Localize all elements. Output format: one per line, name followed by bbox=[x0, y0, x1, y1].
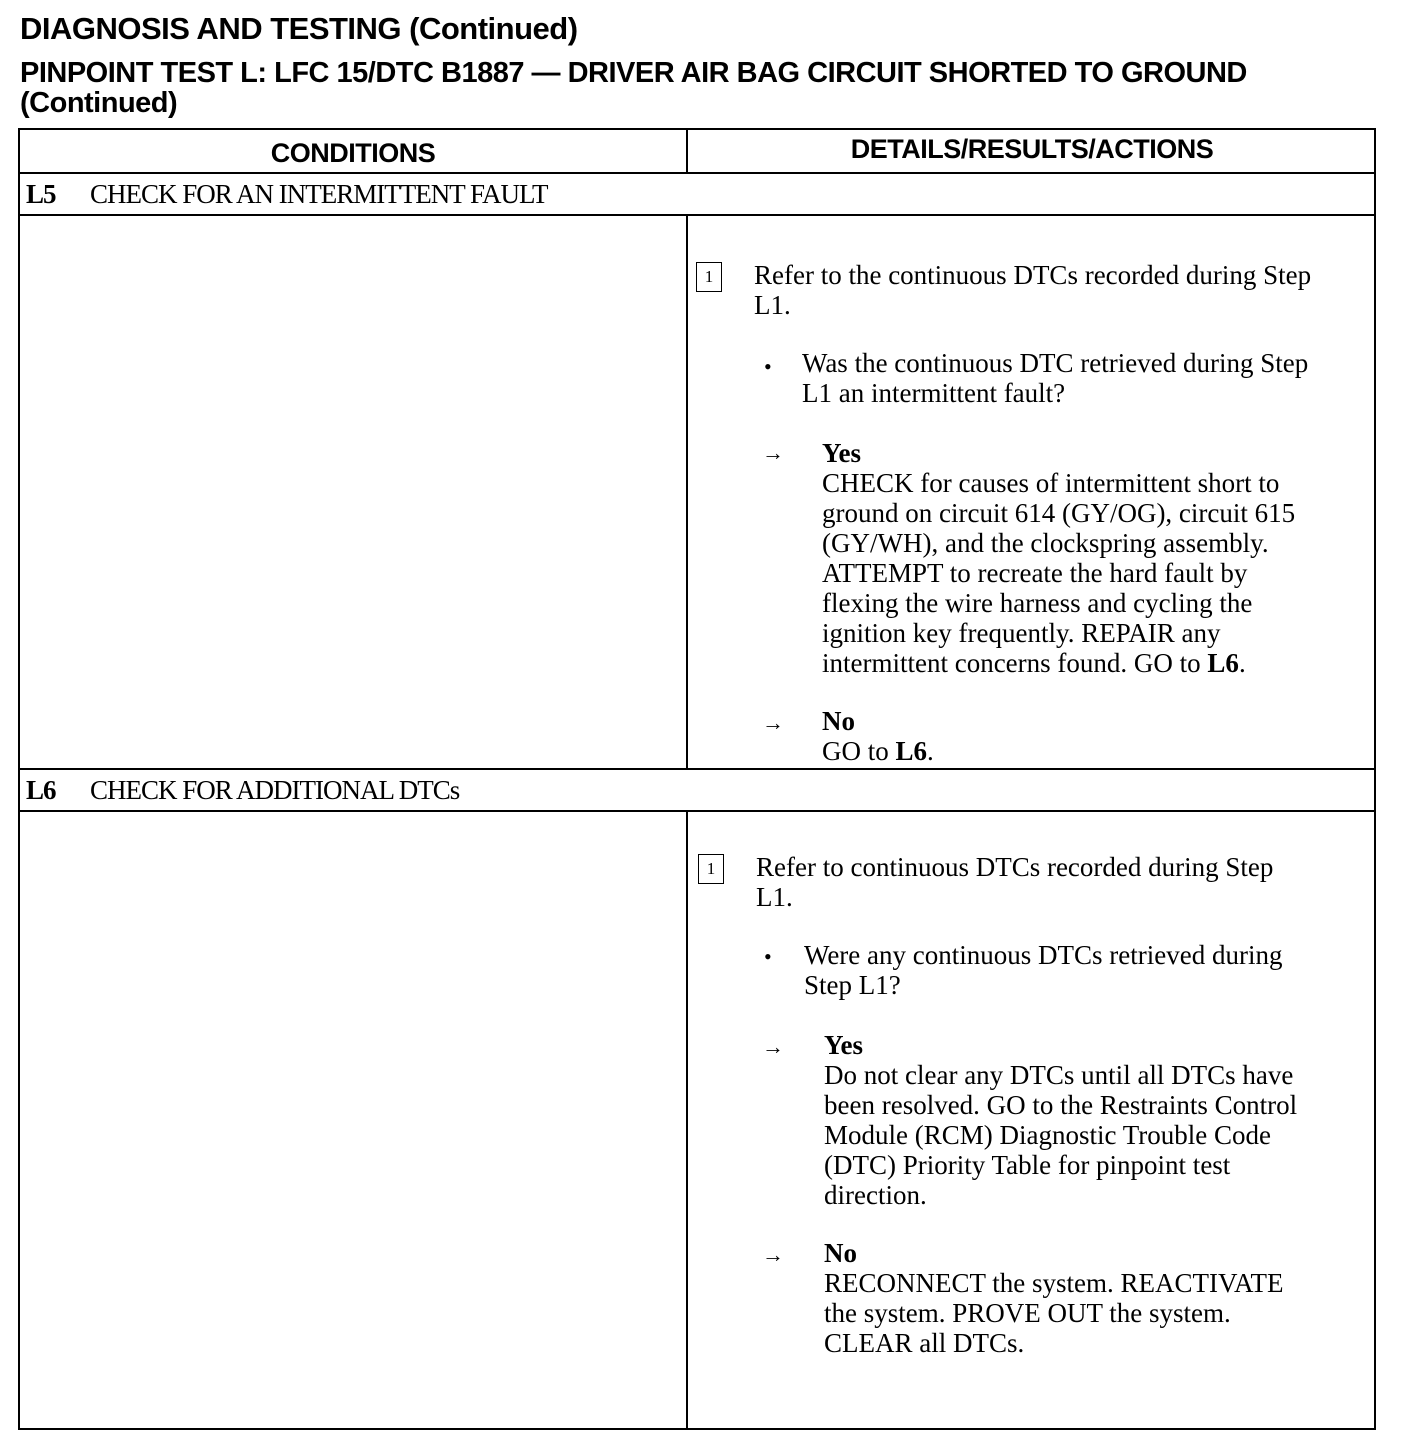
step-question: Were any continuous DTCs retrieved during Step L1? bbox=[804, 940, 1283, 1000]
column-divider bbox=[686, 130, 688, 174]
conditions-column-header: CONDITIONS bbox=[270, 138, 436, 168]
yes-result: Yes Do not clear any DTCs until all DTCs have been resolved. GO to the Restraints Control Module (RCM) Diagnostic Trouble Code (DTC) Priority Table for pinpoint test direction. bbox=[824, 1030, 1298, 1210]
arrow-right-icon: → bbox=[762, 1242, 784, 1267]
arrow-right-icon: → bbox=[762, 1034, 784, 1059]
arrow-right-icon: → bbox=[762, 710, 784, 735]
page-title: DIAGNOSIS AND TESTING (Continued) bbox=[20, 11, 578, 46]
yes-result: Yes CHECK for causes of intermittent short to ground on circuit 614 (GY/OG), circuit 615 (GY/WH), and the clockspring assembly. ATTEMPT to recreate the hard fault by flexing the wire harness and cycling the ignition key frequently. REPAIR any intermittent concerns found. GO to L6. bbox=[822, 438, 1296, 678]
no-label: No bbox=[822, 706, 855, 736]
no-result: No RECONNECT the system. REACTIVATE the system. PROVE OUT the system. CLEAR all DTCs. bbox=[824, 1238, 1284, 1358]
goto-step-link: L6 bbox=[895, 736, 928, 766]
arrow-right-icon: → bbox=[762, 440, 784, 465]
pinpoint-test-title: PINPOINT TEST L: LFC 15/DTC B1887 — DRIVER AIR BAG CIRCUIT SHORTED TO GROUND (Continued) bbox=[20, 57, 1247, 119]
step-title: CHECK FOR AN INTERMITTENT FAULT bbox=[90, 179, 548, 209]
details-column-header: DETAILS/RESULTS/ACTIONS bbox=[850, 134, 1214, 164]
step-instruction: Refer to continuous DTCs recorded during Step L1. bbox=[756, 852, 1274, 912]
substep-number-box: 1 bbox=[698, 854, 724, 884]
step-instruction: Refer to the continuous DTCs recorded during Step L1. bbox=[754, 260, 1312, 320]
step-title: CHECK FOR ADDITIONAL DTCs bbox=[90, 775, 460, 805]
bullet-icon: • bbox=[764, 944, 772, 969]
step-header-l5 bbox=[20, 174, 1374, 216]
step-header-l6 bbox=[20, 768, 1374, 812]
column-divider bbox=[686, 216, 688, 768]
goto-step-link: L6 bbox=[1207, 648, 1239, 678]
yes-label: Yes bbox=[824, 1030, 863, 1060]
step-question: Was the continuous DTC retrieved during Step L1 an intermittent fault? bbox=[802, 348, 1309, 408]
bullet-icon: • bbox=[764, 354, 772, 379]
pinpoint-test-table bbox=[18, 128, 1376, 1430]
column-divider bbox=[686, 812, 688, 1428]
step-id: L6 bbox=[26, 775, 56, 805]
yes-label: Yes bbox=[822, 438, 861, 468]
table-header-row bbox=[20, 130, 1374, 174]
step-id: L5 bbox=[26, 179, 56, 209]
substep-number-box: 1 bbox=[696, 262, 722, 292]
no-label: No bbox=[824, 1238, 857, 1268]
no-result: No GO to L6. bbox=[822, 706, 934, 766]
